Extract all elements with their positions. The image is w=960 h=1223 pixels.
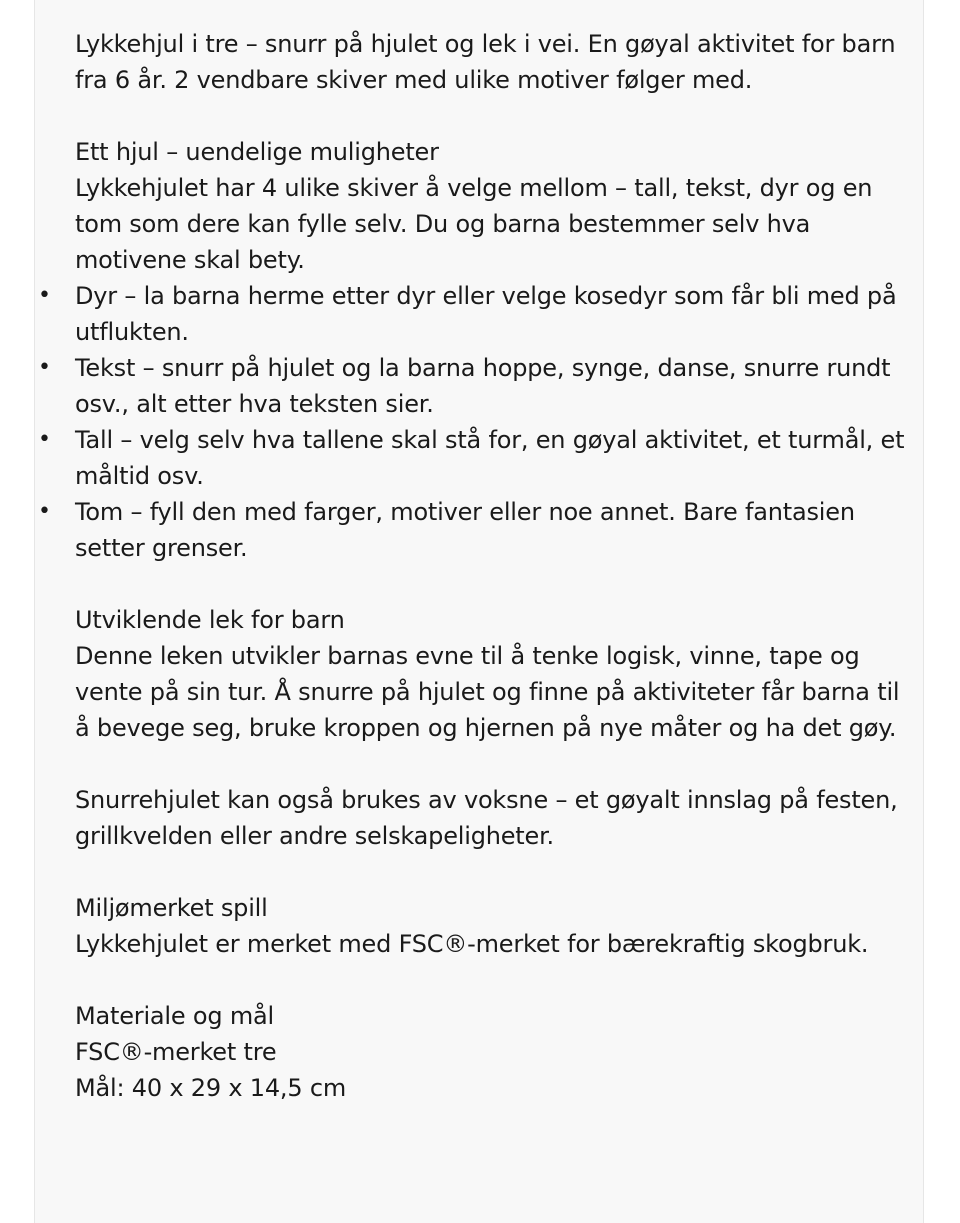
spacer (75, 566, 905, 602)
bullet-icon: • (38, 355, 51, 380)
list-item-text: Tall – velg selv hva tallene skal stå for, en gøyal aktivitet, et turmål, et måltid osv. (75, 426, 905, 490)
spacer (75, 854, 905, 890)
bullet-icon: • (38, 427, 51, 452)
list-item-text: Tom – fyll den med farger, motiver eller noe annet. Bare fantasien setter grenser. (75, 498, 855, 562)
adults-text: Snurrehjulet kan også brukes av voksne – et gøyalt innslag på festen, grillkvelden eller andre selskapeligheter. (75, 786, 898, 850)
section-heading-possibilities: Ett hjul – uendelige muligheter (75, 138, 439, 166)
product-description (38, 26, 905, 1106)
spacer (75, 98, 905, 134)
dimensions-text: Mål: 40 x 29 x 14,5 cm (75, 1074, 347, 1102)
bullet-icon: • (38, 283, 51, 308)
section-body-possibilities: Lykkehjulet har 4 ulike skiver å velge mellom – tall, tekst, dyr og en tom som dere kan fylle selv. Du og barna bestemmer selv hva motivene skal bety. (75, 174, 873, 274)
material-text: FSC®-merket tre (75, 1038, 277, 1066)
spacer (75, 746, 905, 782)
disc-options-list (38, 278, 905, 566)
section-heading-development: Utviklende lek for barn (75, 606, 345, 634)
bullet-icon: • (38, 499, 51, 524)
list-item-text: Dyr – la barna herme etter dyr eller velge kosedyr som får bli med på utflukten. (75, 282, 897, 346)
list-item-blank (38, 494, 905, 566)
list-item-numbers (38, 422, 905, 494)
section-heading-eco: Miljømerket spill (75, 894, 268, 922)
section-body-development: Denne leken utvikler barnas evne til å tenke logisk, vinne, tape og vente på sin tur. Å snurre på hjulet og finne på aktiviteter får barna til å bevege seg, bruke kroppen og hjernen på nye måter og ha det gøy. (75, 642, 900, 742)
section-body-eco: Lykkehjulet er merket med FSC®-merket for bærekraftig skogbruk. (75, 930, 869, 958)
list-item-animals (38, 278, 905, 350)
spacer (75, 962, 905, 998)
section-heading-material: Materiale og mål (75, 1002, 274, 1030)
list-item-text: Tekst – snurr på hjulet og la barna hoppe, synge, danse, snurre rundt osv., alt etter hva teksten sier. (75, 354, 891, 418)
list-item-text-disc (38, 350, 905, 422)
intro-text: Lykkehjul i tre – snurr på hjulet og lek i vei. En gøyal aktivitet for barn fra 6 år. 2 vendbare skiver med ulike motiver følger med. (75, 30, 896, 94)
